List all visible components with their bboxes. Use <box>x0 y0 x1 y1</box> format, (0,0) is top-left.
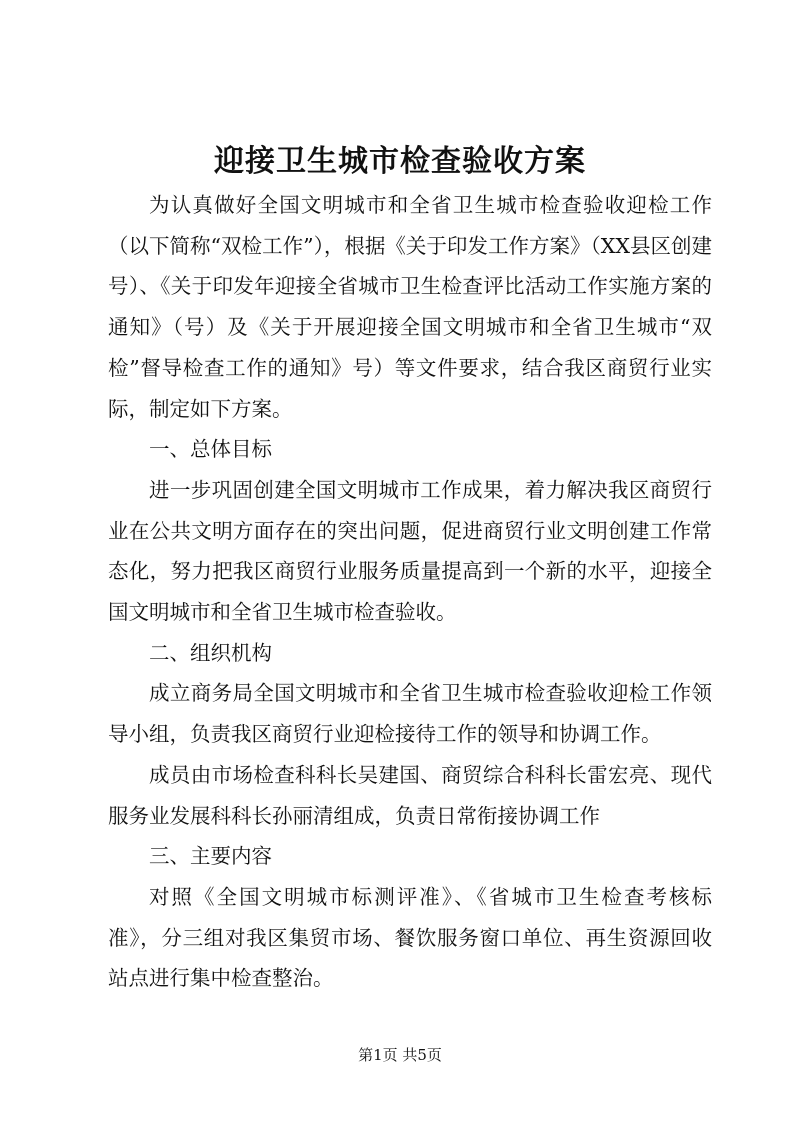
members-paragraph: 成员由市场检查科科长吴建国、商贸综合科科长雷宏亮、现代服务业发展科科长孙丽清组成，负责日常衔接协调工作 <box>108 762 712 828</box>
section-heading-goals: 一、总体目标 <box>149 437 272 462</box>
section-heading-content: 三、主要内容 <box>149 844 272 869</box>
page-number-footer: 第1页 共5页 <box>358 1046 442 1064</box>
intro-paragraph: 为认真做好全国文明城市和全省卫生城市检查验收迎检工作（以下简称“双检工作”），根据《关于印发工作方案》（XX县区创建号）、《关于印发年迎接全省城市卫生检查评比活动工作实施方案的通知》（号）及《关于开展迎接全国文明城市和全省卫生城市“双检”督导检查工作的通知》号）等文件要求，结合我区商贸行业实际，制定如下方案。 <box>108 193 712 421</box>
content-paragraph: 对照《全国文明城市标测评准》、《省城市卫生检查考核标准》，分三组对我区集贸市场、餐饮服务窗口单位、再生资源回收站点进行集中检查整治。 <box>108 884 712 991</box>
document-body <box>108 185 712 999</box>
goals-paragraph: 进一步巩固创建全国文明城市工作成果，着力解决我区商贸行业在公共文明方面存在的突出问题，促进商贸行业文明创建工作常态化，努力把我区商贸行业服务质量提高到一个新的水平，迎接全国文明城市和全省卫生城市检查验收。 <box>108 477 712 625</box>
organization-paragraph: 成立商务局全国文明城市和全省卫生城市检查验收迎检工作领导小组，负责我区商贸行业迎检接待工作的领导和协调工作。 <box>108 681 712 747</box>
document-title: 迎接卫生城市检查验收方案 <box>214 144 586 179</box>
section-heading-organization: 二、组织机构 <box>149 640 272 665</box>
